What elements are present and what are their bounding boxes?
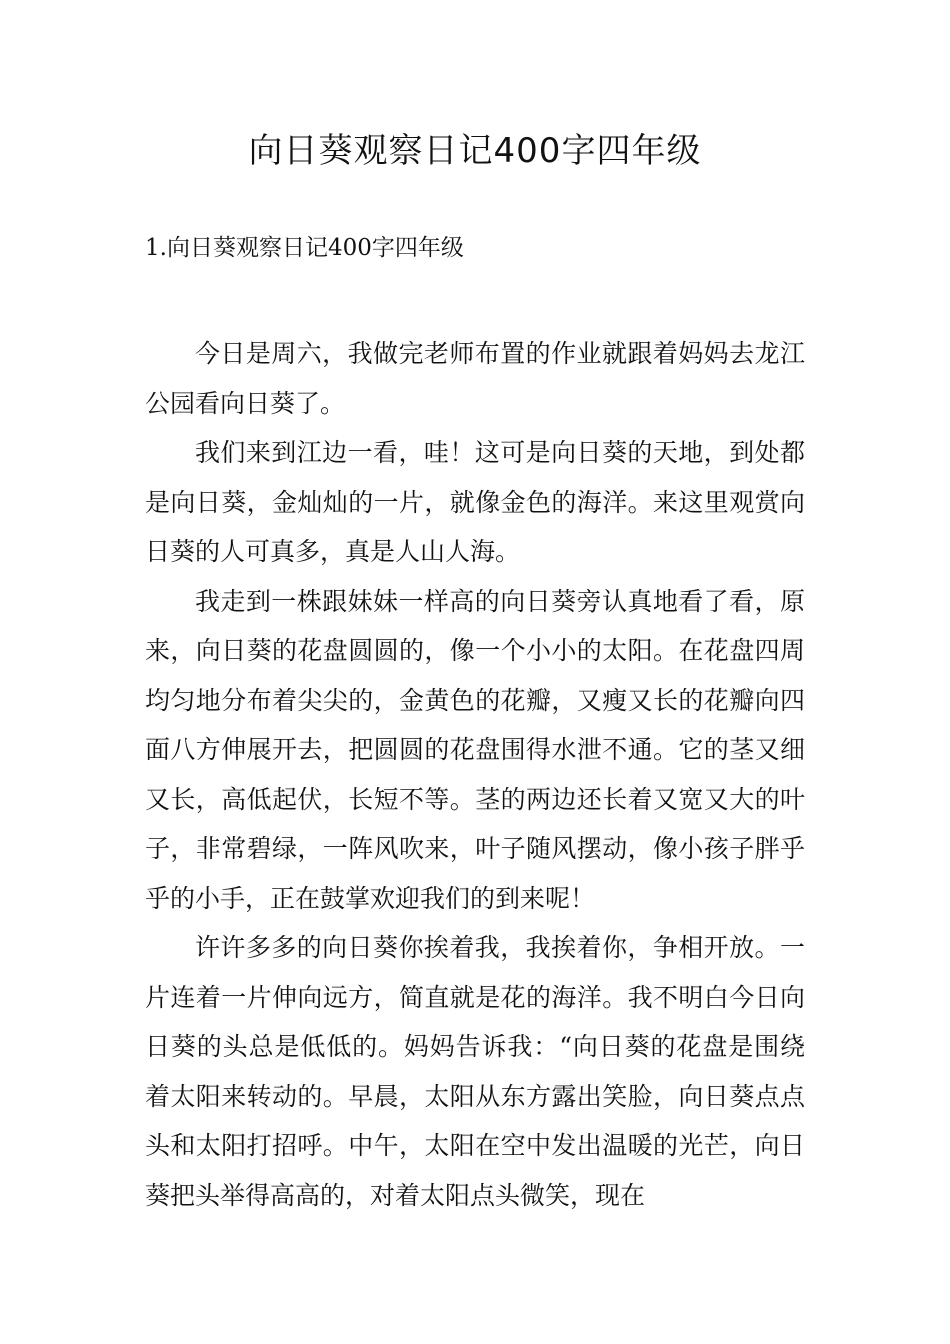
paragraph: 我走到一株跟妹妹一样高的向日葵旁认真地看了看，原来，向日葵的花盘圆圆的，像一个小小的太阳。在花盘四周均匀地分布着尖尖的，金黄色的花瓣，又瘦又长的花瓣向四面八方伸展开去，把圆圆的花盘围得水泄不通。它的茎又细又长，高低起伏，长短不等。茎的两边还长着又宽又大的叶子，非常碧绿，一阵风吹来，叶子随风摆动，像小孩子胖乎乎的小手，正在鼓掌欢迎我们的到来呢！ (145, 586, 805, 913)
article-body (145, 329, 805, 1220)
paragraph: 今日是周六，我做完老师布置的作业就跟着妈妈去龙江公园看向日葵了。 (145, 339, 805, 418)
section-heading: 1.向日葵观察日记400字四年级 (145, 235, 464, 261)
paragraph: 我们来到江边一看，哇！这可是向日葵的天地，到处都是向日葵，金灿灿的一片，就像金色的海洋。来这里观赏向日葵的人可真多，真是人山人海。 (145, 438, 805, 566)
document-title: 向日葵观察日记400字四年级 (248, 131, 702, 171)
paragraph: 许许多多的向日葵你挨着我，我挨着你，争相开放。一片连着一片伸向远方，简直就是花的海洋。我不明白今日向日葵的头总是低低的。妈妈告诉我：“向日葵的花盘是围绕着太阳来转动的。早晨，太阳从东方露出笑脸，向日葵点点头和太阳打招呼。中午，太阳在空中发出温暖的光芒，向日葵把头举得高高的，对着太阳点头微笑，现在 (145, 933, 805, 1210)
